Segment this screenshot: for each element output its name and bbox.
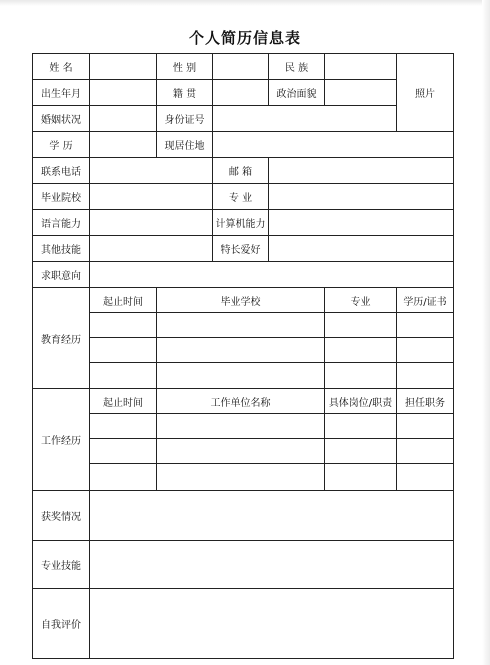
language-label: 语言能力 [33, 210, 90, 236]
education-label: 学 历 [33, 132, 90, 158]
awards-field[interactable] [90, 491, 454, 541]
education-major-cell[interactable] [325, 313, 397, 338]
language-field[interactable] [90, 210, 213, 236]
ethnicity-label: 民 族 [269, 54, 325, 80]
work-position-cell[interactable] [397, 439, 454, 464]
work-section-label: 工作经历 [33, 389, 90, 491]
education-header-row [33, 288, 454, 313]
page-title: 个人简历信息表 [188, 29, 301, 47]
name-label: 姓 名 [33, 54, 90, 80]
row-marital [33, 106, 454, 132]
education-school-cell[interactable] [157, 338, 325, 363]
phone-label: 联系电话 [33, 158, 90, 184]
work-row [33, 464, 454, 491]
education-section-label: 教育经历 [33, 288, 90, 389]
awards-label: 获奖情况 [33, 491, 90, 541]
residence-field[interactable] [213, 132, 454, 158]
gender-label: 性 别 [157, 54, 213, 80]
row-phone [33, 158, 454, 184]
work-company-cell[interactable] [157, 464, 325, 491]
row-school [33, 184, 454, 210]
education-degree-cell[interactable] [397, 363, 454, 389]
ethnicity-field[interactable] [325, 54, 397, 80]
work-period-cell[interactable] [90, 414, 157, 439]
work-header-period: 起止时间 [90, 389, 157, 414]
work-header-position: 担任职务 [397, 389, 454, 414]
work-period-cell[interactable] [90, 464, 157, 491]
education-row [33, 363, 454, 389]
row-birth [33, 80, 454, 106]
education-header-major: 专业 [325, 288, 397, 313]
id-label: 身份证号 [157, 106, 213, 132]
work-position-cell[interactable] [397, 464, 454, 491]
page-top-shadow [0, 0, 490, 6]
school-label: 毕业院校 [33, 184, 90, 210]
work-duty-cell[interactable] [325, 464, 397, 491]
other-skills-label: 其他技能 [33, 236, 90, 262]
row-education-level [33, 132, 454, 158]
education-period-cell[interactable] [90, 338, 157, 363]
page-right-shadow [482, 0, 490, 665]
work-company-cell[interactable] [157, 414, 325, 439]
computer-field[interactable] [269, 210, 454, 236]
education-header-period: 起止时间 [90, 288, 157, 313]
work-header-row [33, 389, 454, 414]
self-eval-field[interactable] [90, 589, 454, 659]
email-label: 邮 箱 [213, 158, 269, 184]
resume-form-table [32, 53, 454, 659]
self-eval-label: 自我评价 [33, 589, 90, 659]
computer-label: 计算机能力 [213, 210, 269, 236]
education-school-cell[interactable] [157, 313, 325, 338]
work-duty-cell[interactable] [325, 439, 397, 464]
education-row [33, 313, 454, 338]
work-position-cell[interactable] [397, 414, 454, 439]
political-field[interactable] [325, 80, 397, 106]
major-label: 专 业 [213, 184, 269, 210]
other-skills-field[interactable] [90, 236, 213, 262]
education-period-cell[interactable] [90, 363, 157, 389]
skills-field[interactable] [90, 541, 454, 589]
education-major-cell[interactable] [325, 363, 397, 389]
work-row [33, 414, 454, 439]
work-row [33, 439, 454, 464]
name-field[interactable] [90, 54, 157, 80]
hobby-label: 特长爱好 [213, 236, 269, 262]
email-field[interactable] [269, 158, 454, 184]
education-degree-cell[interactable] [397, 338, 454, 363]
id-field[interactable] [213, 106, 397, 132]
intention-field[interactable] [90, 262, 454, 288]
education-period-cell[interactable] [90, 313, 157, 338]
residence-label: 现居住地 [157, 132, 213, 158]
row-self-eval [33, 589, 454, 659]
row-skills [33, 541, 454, 589]
phone-field[interactable] [90, 158, 213, 184]
education-major-cell[interactable] [325, 338, 397, 363]
birth-field[interactable] [90, 80, 157, 106]
work-period-cell[interactable] [90, 439, 157, 464]
work-company-cell[interactable] [157, 439, 325, 464]
education-degree-cell[interactable] [397, 313, 454, 338]
education-header-degree: 学历/证书 [397, 288, 454, 313]
school-field[interactable] [90, 184, 213, 210]
major-field[interactable] [269, 184, 454, 210]
marital-field[interactable] [90, 106, 157, 132]
photo-label: 照片 [415, 89, 435, 100]
native-label: 籍 贯 [157, 80, 213, 106]
marital-label: 婚姻状况 [33, 106, 90, 132]
work-header-company: 工作单位名称 [157, 389, 325, 414]
work-header-duty: 具体岗位/职责 [325, 389, 397, 414]
education-header-school: 毕业学校 [157, 288, 325, 313]
birth-label: 出生年月 [33, 80, 90, 106]
native-field[interactable] [213, 80, 269, 106]
education-school-cell[interactable] [157, 363, 325, 389]
education-field[interactable] [90, 132, 157, 158]
row-language [33, 210, 454, 236]
education-row [33, 338, 454, 363]
hobby-field[interactable] [269, 236, 454, 262]
work-duty-cell[interactable] [325, 414, 397, 439]
skills-label: 专业技能 [33, 541, 90, 589]
photo-box[interactable] [397, 54, 454, 132]
intention-label: 求职意向 [33, 262, 90, 288]
row-name [33, 54, 454, 80]
row-intention [33, 262, 454, 288]
gender-field[interactable] [213, 54, 269, 80]
row-other-skills [33, 236, 454, 262]
row-awards [33, 491, 454, 541]
political-label: 政治面貌 [269, 80, 325, 106]
